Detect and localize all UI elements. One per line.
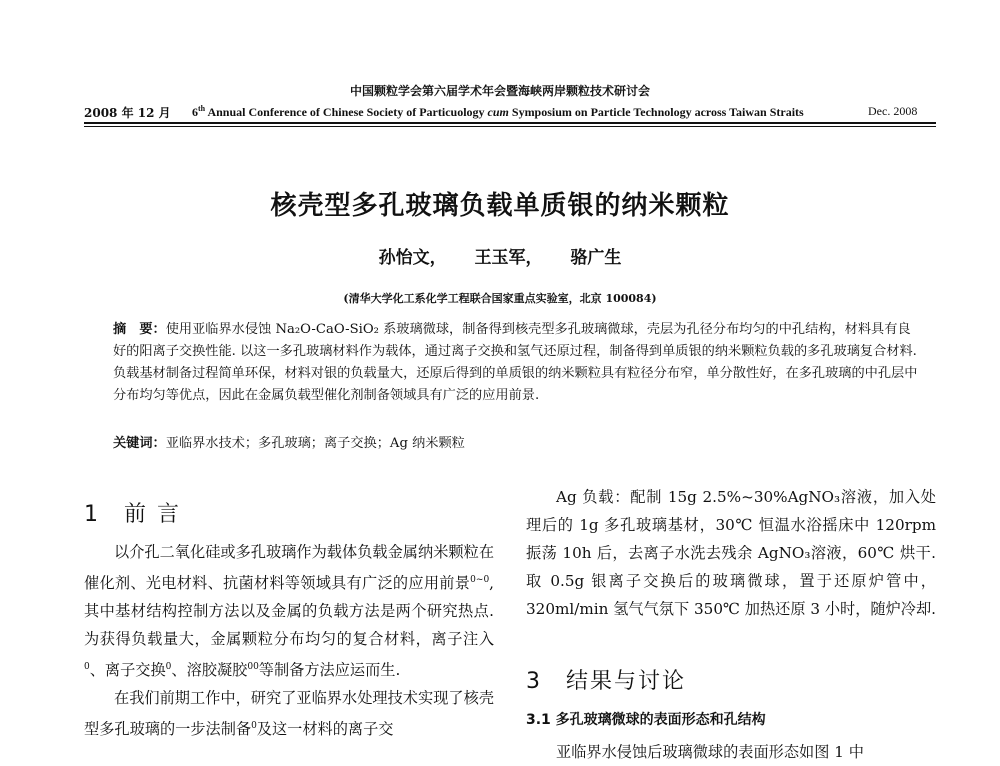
citation: 0~0 (470, 575, 490, 585)
intro-p1-c: 、离子交换 (89, 661, 166, 680)
conference-title-cn: 中国颗粒学会第六届学术年会暨海峡两岸颗粒技术研讨会 (349, 84, 650, 98)
section-1-heading: 1 前 言 (84, 502, 181, 527)
keywords-label: 关键词： (113, 436, 166, 451)
citation: 0 (84, 662, 90, 673)
paper-title: 核壳型多孔玻璃负载单质银的纳米颗粒 (270, 191, 730, 221)
subsection-3-1-heading: 3.1 多孔玻璃微球的表面形态和孔结构 (526, 712, 766, 728)
keywords-text: 亚临界水技术；多孔玻璃；离子交换；Ag 纳米颗粒 (165, 436, 465, 451)
abstract (113, 319, 923, 407)
citation: 0 (251, 721, 257, 732)
subsection-3-1-text: 亚临界水侵蚀后玻璃微球的表面形态如图 1 中 (556, 743, 864, 761)
conference-name-a: Annual Conference of Chinese Society of Particuology (205, 105, 488, 119)
section-3-heading: 3 结果与讨论 (526, 669, 686, 694)
conference-ordinal-suffix: th (198, 104, 206, 113)
intro-p1-b: ,其中基材结构控制方法以及金属的负载方法是两个研究热点. 为获得负载量大，金属颗粒分布均匀的复合材料，离子注入 (84, 574, 494, 649)
header-rule-thick (84, 122, 936, 124)
ag-loading-paragraph: Ag 负载：配制 15g 2.5%~30%AgNO₃溶液，加入处理后的 1g 多孔玻璃基材，30℃ 恒温水浴摇床中 120rpm 振荡 10h 后，去离子水洗去残余 AgNO₃溶液，60℃ 烘干. 取 0.5g 银离子交换后的玻璃微球，置于还原炉管中，320ml/min 氢气气氛下 350℃ 加热还原 3 小时，随炉冷却. (526, 488, 937, 618)
conference-cum: cum (487, 105, 509, 119)
header-rule-thin (84, 126, 936, 127)
abstract-text: 使用亚临界水侵蚀 Na₂O-CaO-SiO₂ 系玻璃微球，制备得到核壳型多孔玻璃微球，壳层为孔径分布均匀的中孔结构，材料具有良好的阳离子交换性能. 以这一多孔玻璃材料作为载体，通过离子交换和氢气还原过程，制备得到单质银的纳米颗粒负载的多孔玻璃复合材料. 负载基材制备过程简单环保，材料对银的负载量大，还原后得到的单质银的纳米颗粒具有粒径分布窄，单分散性好，在多孔玻璃的中孔层中分布均匀等优点，因此在金属负载型催化剂制备领域具有广泛的应用前景. (113, 322, 918, 403)
left-column (84, 538, 494, 743)
conference-date-en: Dec. 2008 (868, 104, 918, 118)
abstract-label: 摘 要： (113, 322, 166, 337)
intro-paragraph-2 (84, 684, 494, 743)
conference-title-en (192, 104, 804, 120)
intro-p1-a: 以介孔二氧化硅或多孔玻璃作为载体负载金属纳米颗粒在催化剂、光电材料、抗菌材料等领域具有广泛的应用前景 (84, 543, 494, 593)
keywords (113, 433, 923, 455)
citation: 00 (247, 662, 259, 673)
conference-name-b: Symposium on Particle Technology across Taiwan Straits (508, 105, 804, 119)
paper-authors: 孙怡文， 王玉军， 骆广生 (378, 248, 622, 268)
citation: 0 (165, 662, 172, 673)
paper-affiliation: (清华大学化工系化学工程联合国家重点实验室，北京 100084) (343, 292, 657, 305)
intro-p1-d: 、溶胶凝胶 (171, 661, 248, 680)
intro-p1-e: 等制备方法应运而生. (258, 661, 401, 680)
conference-ordinal: 6 (192, 105, 198, 119)
right-column (526, 483, 936, 623)
intro-p2-b: 及这一材料的离子交 (256, 720, 394, 739)
intro-p2-a: 在我们前期工作中，研究了亚临界水处理技术实现了核壳型多孔玻璃的一步法制备 (84, 689, 494, 739)
conference-date-cn: 2008 年 12 月 (84, 106, 171, 120)
intro-paragraph-1 (84, 538, 494, 684)
